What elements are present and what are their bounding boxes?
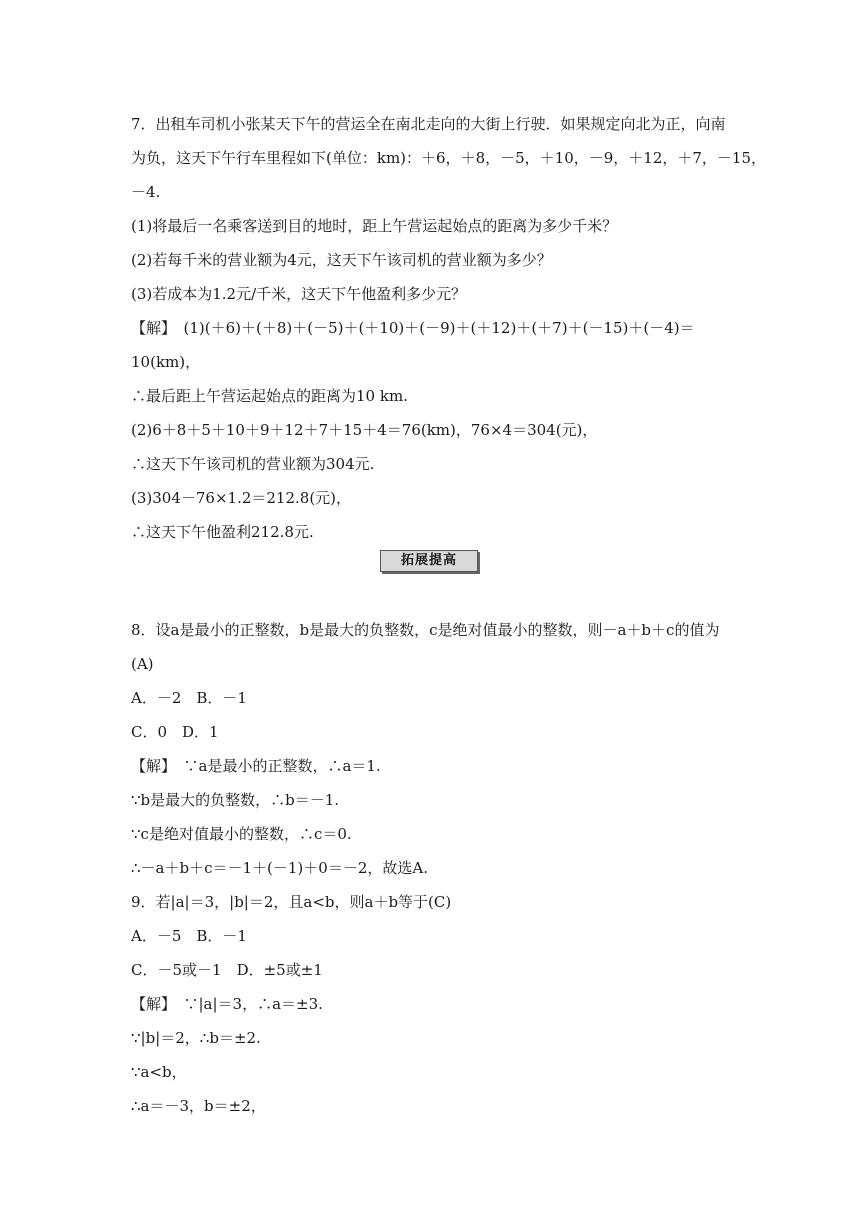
q8-options-ab: A．－2 B．－1 xyxy=(131,689,247,707)
q9-solution-line-2: ∵|b|＝2，∴b＝±2. xyxy=(131,1029,261,1047)
q9-options-cd: C．－5或－1 D．±5或±1 xyxy=(131,961,323,979)
q8-answer: (A) xyxy=(131,655,154,673)
q7-solution-line-4: (2)6＋8＋5＋10＋9＋12＋7＋15＋4＝76(km)，76×4＝304(元)， xyxy=(131,421,598,439)
q7-solution-line-5: ∴这天下午该司机的营业额为304元. xyxy=(131,455,375,473)
q7-solution-line-2: 10(km)， xyxy=(131,353,201,371)
q9-stem: 9．若|a|＝3，|b|＝2，且a<b，则a＋b等于(C) xyxy=(131,893,452,911)
q8-solution-line-3: ∵c是绝对值最小的整数，∴c＝0. xyxy=(131,825,352,843)
q7-stem-line-2: 为负，这天下午行车里程如下(单位：km)：＋6，＋8，－5，＋10，－9，＋12，＋7，－15， xyxy=(131,149,766,167)
q7-solution-line-3: ∴最后距上午营运起始点的距离为10 km. xyxy=(131,387,408,405)
section-banner: 拓展提高 xyxy=(380,550,478,572)
q8-solution-line-4: ∴－a＋b＋c＝－1＋(－1)＋0＝－2，故选A. xyxy=(131,859,428,877)
q7-subquestion-3: (3)若成本为1.2元/千米，这天下午他盈利多少元？ xyxy=(131,285,467,303)
q7-stem-line-1: 7．出租车司机小张某天下午的营运全在南北走向的大街上行驶．如果规定向北为正，向南 xyxy=(131,115,726,133)
q8-solution-line-2: ∵b是最大的负整数，∴b＝－1. xyxy=(131,791,340,809)
q7-subquestion-1: (1)将最后一名乘客送到目的地时，距上午营运起始点的距离为多少千米？ xyxy=(131,217,618,235)
q7-solution-line-7: ∴这天下午他盈利212.8元. xyxy=(131,523,314,541)
q9-solution-line-1: 【解】 ∵|a|＝3，∴a＝±3. xyxy=(131,995,323,1013)
q7-stem-line-3: －4. xyxy=(131,183,161,201)
q8-solution-line-1: 【解】 ∵a是最小的正整数，∴a＝1. xyxy=(131,757,381,775)
q8-stem: 8．设a是最小的正整数，b是最大的负整数，c是绝对值最小的整数，则－a＋b＋c的值为 xyxy=(131,621,720,639)
q8-options-cd: C．0 D．1 xyxy=(131,723,219,741)
q7-solution-line-6: (3)304－76×1.2＝212.8(元)， xyxy=(131,489,352,507)
q7-solution-line-1: 【解】 (1)(＋6)＋(＋8)＋(－5)＋(＋10)＋(－9)＋(＋12)＋(＋7)＋(－15)＋(－4)＝ xyxy=(131,319,695,337)
q9-solution-line-3: ∵a<b， xyxy=(131,1063,187,1081)
q9-solution-line-4: ∴a＝－3，b＝±2， xyxy=(131,1097,266,1115)
q7-subquestion-2: (2)若每千米的营业额为4元，这天下午该司机的营业额为多少？ xyxy=(131,251,552,269)
q9-options-ab: A．－5 B．－1 xyxy=(131,927,247,945)
